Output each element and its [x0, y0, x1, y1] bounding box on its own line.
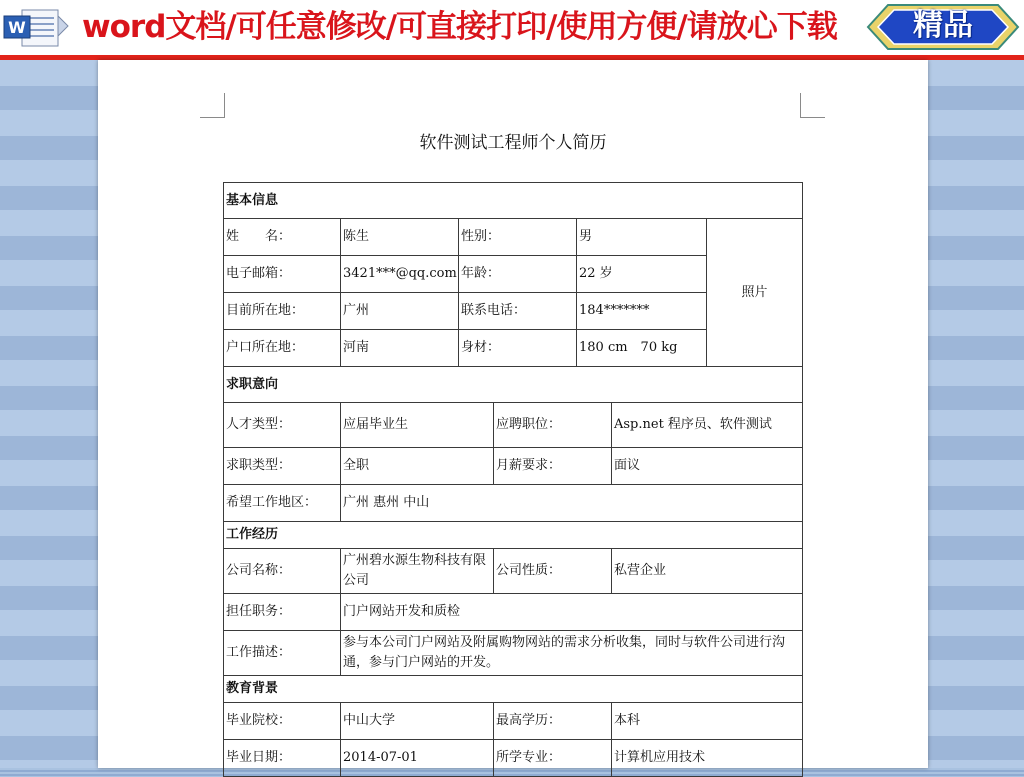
table-row — [224, 448, 803, 485]
field-value-salary: 面议 — [612, 448, 803, 485]
section-education: 教育背景 — [224, 676, 803, 703]
word-document-icon — [2, 6, 74, 50]
field-label: 户口所在地： — [224, 330, 341, 367]
page-margin-mark-right — [800, 93, 825, 118]
page-margin-mark-left — [200, 93, 225, 118]
field-value-work-description: 参与本公司门户网站及附属购物网站的需求分析收集，同时与软件公司进行沟通，参与门户网站的开发。 — [341, 631, 803, 676]
field-label: 求职类型： — [224, 448, 341, 485]
field-label: 联系电话： — [459, 293, 577, 330]
field-value-location: 广州 — [341, 293, 459, 330]
field-label: 月薪要求： — [494, 448, 612, 485]
field-value-area: 广州 惠州 中山 — [341, 485, 803, 522]
banner-slogan: word文档/可任意修改/可直接打印/使用方便/请放心下载 — [82, 9, 837, 45]
field-value-name: 陈生 — [341, 219, 459, 256]
table-row — [224, 219, 803, 256]
document-page — [98, 60, 928, 768]
field-value-age: 22 岁 — [577, 256, 707, 293]
field-label: 最高学历： — [494, 703, 612, 740]
field-value-job-type: 全职 — [341, 448, 494, 485]
download-banner — [0, 0, 1024, 60]
field-label: 姓 名： — [224, 219, 341, 256]
field-label: 人才类型： — [224, 403, 341, 448]
field-label: 公司性质： — [494, 549, 612, 594]
field-value-degree: 本科 — [612, 703, 803, 740]
field-value-company: 广州碧水源生物科技有限公司 — [341, 549, 494, 594]
field-value-email: 3421***@qq.com — [341, 256, 459, 293]
field-value-graduation-date: 2014-07-01 — [341, 740, 494, 777]
section-work-experience: 工作经历 — [224, 522, 803, 549]
field-value-company-nature: 私营企业 — [612, 549, 803, 594]
table-row — [224, 549, 803, 594]
field-label: 年龄： — [459, 256, 577, 293]
quality-badge-label: 精品 — [913, 8, 973, 43]
section-row — [224, 522, 803, 549]
field-value-school: 中山大学 — [341, 703, 494, 740]
field-value-talent-type: 应届毕业生 — [341, 403, 494, 448]
table-row — [224, 594, 803, 631]
photo-placeholder: 照片 — [707, 219, 803, 367]
field-value-position: Asp.net 程序员、软件测试 — [612, 403, 803, 448]
section-basic-info: 基本信息 — [224, 183, 803, 219]
field-label: 所学专业： — [494, 740, 612, 777]
field-label: 毕业日期： — [224, 740, 341, 777]
field-label: 担任职务： — [224, 594, 341, 631]
left-background-panel — [0, 60, 98, 768]
svg-text:W: W — [8, 18, 26, 37]
section-row — [224, 676, 803, 703]
field-value-major: 计算机应用技术 — [612, 740, 803, 777]
field-value-body: 180 cm 70 kg — [577, 330, 707, 367]
field-value-phone: 184******* — [577, 293, 707, 330]
field-label: 应聘职位： — [494, 403, 612, 448]
table-row — [224, 631, 803, 676]
table-row — [224, 403, 803, 448]
field-label: 目前所在地： — [224, 293, 341, 330]
section-row — [224, 367, 803, 403]
section-row — [224, 183, 803, 219]
table-row — [224, 703, 803, 740]
field-label: 公司名称： — [224, 549, 341, 594]
field-label: 电子邮箱： — [224, 256, 341, 293]
field-value-hukou: 河南 — [341, 330, 459, 367]
field-label: 希望工作地区： — [224, 485, 341, 522]
field-label: 身材： — [459, 330, 577, 367]
table-row — [224, 740, 803, 777]
table-row — [224, 485, 803, 522]
field-label: 工作描述： — [224, 631, 341, 676]
document-title: 软件测试工程师个人简历 — [419, 133, 607, 153]
resume-table — [223, 182, 803, 777]
field-label: 毕业院校： — [224, 703, 341, 740]
field-value-duty: 门户网站开发和质检 — [341, 594, 803, 631]
field-value-gender: 男 — [577, 219, 707, 256]
right-background-panel — [928, 60, 1024, 768]
section-job-intent: 求职意向 — [224, 367, 803, 403]
field-label: 性别： — [459, 219, 577, 256]
